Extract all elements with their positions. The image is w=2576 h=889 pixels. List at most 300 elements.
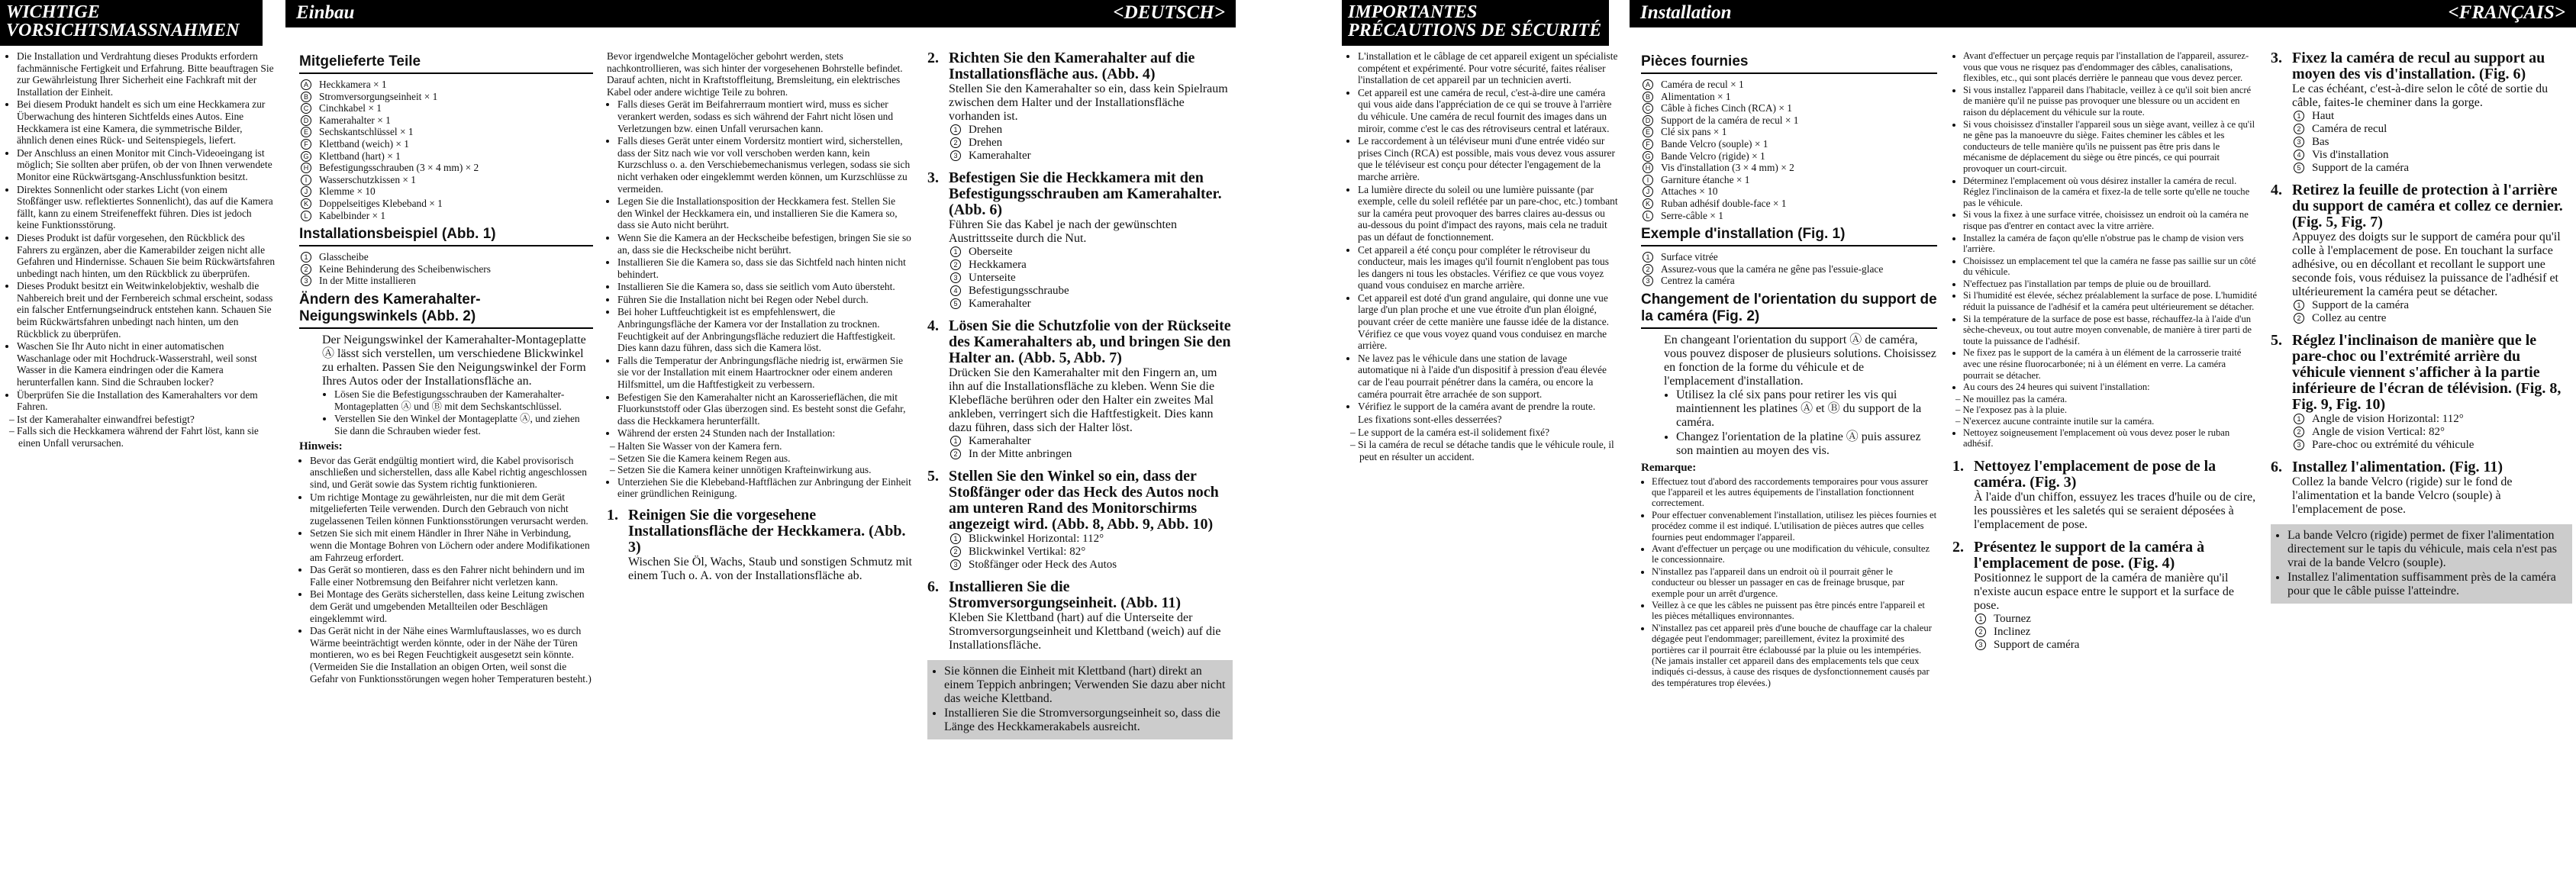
fr-steps-b.1.items-item	[2297, 299, 2572, 312]
item-text: Garniture étanche × 1	[1661, 173, 1750, 185]
item-text: In der Mitte anbringen	[969, 448, 1072, 460]
step-title: Lösen Sie die Schutzfolie von der Rückseite des Kamerahalters ab, und bringen Sie den Halter an. (Abb. 5, Abb. 7)	[949, 317, 1231, 366]
de-col-1	[6, 50, 275, 449]
item-text: Bande Velcro (souple) × 1	[1661, 137, 1768, 150]
fr-hints-a-item: • N'installez pas l'appareil dans un endroit où il pourrait gêner le conducteur ou blesser un passager en cas de freinage brusque, par exemple pour un arrêt d'urgence.	[1652, 566, 1937, 599]
de-warning-dash-list	[6, 414, 275, 449]
circled-marker: G	[1643, 151, 1653, 162]
de-parts-item	[303, 126, 593, 138]
step-number: 1.	[607, 506, 618, 523]
item-text: Attaches × 10	[1661, 185, 1718, 198]
fr-parts-item	[1645, 79, 1937, 91]
step-number: 3.	[2271, 50, 2282, 66]
item-text: Klettband (weich) × 1	[319, 137, 409, 150]
circled-marker: 2	[2294, 124, 2304, 134]
item-text: Stoßfänger oder Heck des Autos	[969, 559, 1117, 571]
step-body: Collez la bande Velcro (rigide) sur le fond de l'alimentation et la bande Velcro (souple) à l'emplacement de pose.	[2292, 475, 2513, 516]
de-steps.1.items-item	[953, 137, 1233, 150]
step-title: Reinigen Sie die vorgesehene Installationsfläche der Heckkamera. (Abb. 3)	[628, 506, 906, 556]
item-text: Caméra de recul	[2312, 123, 2387, 135]
fr-parts-item	[1645, 102, 1937, 114]
fr-hints-b-item: • Installez la caméra de façon qu'elle n'obstrue pas le champ de vision vers l'arrière.	[1963, 233, 2258, 255]
item-text: Bas	[2312, 136, 2329, 148]
circled-marker: I	[1643, 175, 1653, 185]
de-hint-title: Hinweis:	[299, 440, 343, 453]
de-steps.3.items-item	[953, 435, 1233, 448]
circled-marker: 2	[1643, 264, 1653, 275]
fr-col-1	[1347, 50, 1618, 462]
de-steps.4.items-item	[953, 533, 1233, 546]
fr-steps-b.2.items-item	[2297, 413, 2572, 426]
circled-marker: B	[1643, 92, 1653, 102]
de-steps.2.items-item	[953, 272, 1233, 285]
fr-example-item	[1646, 263, 1937, 275]
circled-marker: F	[1643, 139, 1653, 150]
fr-col-4	[2271, 50, 2572, 604]
fr-hints-b-item: • Déterminez l'emplacement où vous désirez installer la caméra de recul. Réglez l'inclinaison de la caméra et fixez-la de telle sorte qu'elle ne touche pas le véhicule.	[1963, 176, 2258, 209]
item-text: Doppelseitiges Klebeband × 1	[319, 197, 443, 209]
de-hints-b-item: • Bei hoher Luftfeuchtigkeit ist es empfehlenswert, die Anbringungsfläche der Kamera vor der Installation zu trocknen. Feuchtigkeit auf der Anbringungsfläche reduziert die Haftfestigkeit. Dies kann dazu führen, dass sich die Kamera löst.	[617, 306, 912, 353]
item-text: Inclinez	[1994, 625, 2031, 638]
fr-parts-item	[1645, 114, 1937, 127]
item-text: Collez au centre	[2312, 312, 2387, 324]
fr-hint-title: Remarque:	[1641, 461, 1697, 474]
item-text: Kabelbinder × 1	[319, 209, 386, 221]
install-step	[607, 507, 912, 583]
de-hints-b-item: • Wenn Sie die Kamera an der Heckscheibe befestigen, bringen Sie sie so an, dass sie die Heckscheibe nicht berührt.	[617, 232, 912, 256]
item-text: Support de caméra	[1994, 638, 2080, 651]
item-text: Oberseite	[969, 246, 1013, 258]
fr-hint-last	[1952, 427, 2258, 449]
de-hints-b-item: • Falls dieses Gerät im Beifahrerraum montiert wird, muss es sicher verankert werden, sodass es sich während der Fahrt nicht lösen und Verletzungen bzw. einen Unfall verursachen kann.	[617, 98, 912, 134]
circled-marker: I	[301, 175, 311, 185]
de-hints-b-dash-item: – Setzen Sie die Kamera keiner unnötigen Krafteinwirkung aus.	[619, 464, 912, 476]
fr-col1-item: • Cet appareil est doté d'un grand angulaire, qui donne une vue large d'un plan proche et une vue étroite d'un plan éloigné, pouvant créer de cette manière une fausse idée de la distance. Vérifiez ce que vous voyez quand vous conduisez en marche arrière.	[1358, 292, 1618, 352]
step-title: Installez l'alimentation. (Fig. 11)	[2292, 459, 2503, 475]
de-parts-item	[303, 102, 593, 114]
de-steps-a	[607, 507, 912, 583]
de-col-3	[607, 50, 912, 591]
circled-marker: 3	[1975, 639, 1986, 650]
de-hints-a-item: • Das Gerät so montieren, dass es den Fahrer nicht behindern und im Falle einer Notbremsung den Beifahrer nicht verletzen kann.	[310, 564, 593, 588]
item-text: Haut	[2312, 110, 2335, 122]
fr-steps-b.1.items-item	[2297, 312, 2572, 325]
circled-marker: J	[1643, 186, 1653, 197]
circled-marker: 1	[2294, 300, 2304, 311]
fr-gray-item: • La bande Velcro (rigide) permet de fixer l'alimentation directement sur le tapis du véhicule, mais cela n'est pas vrai de la bande Velcro (souple).	[2287, 529, 2566, 570]
item-text: Support de la caméra	[2312, 162, 2410, 174]
fr-hints-b-item: • Ne fixez pas le support de la caméra à un élément de la carrosserie traité avec une résine fluorocarbonée; ni à un élément en verre. La caméra pourrait se détacher.	[1963, 347, 2258, 381]
step-items	[949, 124, 1233, 163]
fr-hint-dash-list	[1952, 394, 2258, 427]
de-hints-b-item: • Installieren Sie die Kamera so, dass sie das Sichtfeld nach hinten nicht behindert.	[617, 256, 912, 280]
de-steps.2.items-item	[953, 285, 1233, 298]
fr-hints-a-item: • Avant d'effectuer un perçage ou une modification du véhicule, consultez le concessionnaire.	[1652, 543, 1937, 565]
de-col1-item: • Die Installation und Verdrahtung dieses Produkts erfordern fachmännische Fertigkeit und Erfahrung. Bitte beauftragen Sie zur Gewährleistung Ihrer Sicherheit eine Fachkraft mit der Installation der Einheit.	[17, 50, 275, 98]
circled-marker: L	[301, 211, 311, 221]
fr-warning-title: IMPORTANTES PRÉCAUTIONS DE SÉCURITÉ	[1342, 0, 1609, 46]
de-col1-item: • Dieses Produkt ist dafür vorgesehen, den Rückblick des Fahrers zu ergänzen, aber die Kamerabilder zeigen nicht alle Gefahren und Hindernisse. Schauen Sie beim Rückwärtsfahren unbedingt nach hinten, um den Rückblick zu überprüfen.	[17, 232, 275, 279]
item-text: Wasserschutzkissen × 1	[319, 173, 416, 185]
circled-marker: D	[1643, 115, 1653, 126]
step-title: Stellen Sie den Winkel so ein, dass der Stoßfänger oder das Heck des Autos noch am unteren Rand des Monitorschirms angezeigt wird. (Abb. 8, Abb. 9, Abb. 10)	[949, 468, 1219, 533]
item-text: Blickwinkel Horizontal: 112°	[969, 533, 1104, 545]
circled-marker: 5	[950, 298, 961, 309]
fr-steps-b.2.items-item	[2297, 439, 2572, 452]
step-body: Appuyez des doigts sur le support de caméra pour qu'il colle à l'emplacement de pose. En touchant la surface adhésive, ou en décollant et recollant le support une seconde fois, vous réduisez la puissance de l'adhésif et ultérieurement la caméra peut se détacher.	[2292, 230, 2561, 298]
de-header-left: Einbau	[296, 2, 355, 23]
fr-parts-item	[1646, 185, 1937, 198]
fr-example-title: Exemple d'installation (Fig. 1)	[1641, 226, 1937, 246]
item-text: Keine Behinderung des Scheibenwischers	[319, 263, 491, 275]
item-text: Alimentation × 1	[1661, 90, 1731, 102]
fr-col1-item: • Ne lavez pas le véhicule dans une station de lavage automatique ni à l'aide d'un dispositif à pression d'eau élevée car de l'eau pourrait pénétrer dans la caméra, ou encore la caméra pourrait être arrachée de son support.	[1358, 353, 1618, 400]
circled-marker: 3	[1643, 275, 1653, 286]
item-text: Ruban adhésif double-face × 1	[1661, 197, 1787, 209]
step-number: 4.	[927, 317, 939, 334]
fr-hints-b-item: • N'effectuez pas l'installation par temps de pluie ou de brouillard.	[1963, 279, 2258, 290]
de-example-item	[304, 251, 593, 263]
fr-parts-item	[1645, 197, 1937, 210]
fr-header-left: Installation	[1640, 2, 1732, 23]
item-text: Centrez la caméra	[1661, 275, 1735, 287]
fr-angle-bullets-item: • Changez l'orientation de la platine Ⓐ puis assurez son maintien au moyen des vis.	[1676, 430, 1937, 458]
fr-parts-item	[1646, 137, 1937, 150]
de-header-right: <DEUTSCH>	[1113, 2, 1225, 23]
step-number: 4.	[2271, 182, 2282, 198]
circled-marker: A	[1643, 79, 1653, 90]
fr-hints-b-item: • Si vous choisissez d'installer l'appareil sous un siège avant, veillez à ce qu'il ne gêne pas la manoeuvre du siège. Faites cheminer les câbles et les conducteurs de telle manière qu'ils ne puissent pas être pris dans le mécanisme de déplacement du siège ou être pincés, ce qui pourrait provoquer un court-circuit.	[1963, 119, 2258, 175]
de-hints-a-item: • Bevor das Gerät endgültig montiert wird, die Kabel provisorisch anschließen und sicherstellen, dass alle Kabel richtig angeschlossen sind, und Gerät sowie das System richtig funktionieren.	[310, 455, 593, 491]
fr-col1-item: • Cet appareil a été conçu pour compléter le rétroviseur du conducteur, mais les images qu'il fournit n'englobent pas tous les dangers ni tous les obstacles. Vérifiez ce que vous voyez quand vous conduisez en marche arrière.	[1358, 244, 1618, 292]
install-step	[2271, 50, 2572, 175]
item-text: Caméra de recul × 1	[1661, 79, 1744, 90]
de-angle-bullets	[299, 388, 593, 436]
step-body: Wischen Sie Öl, Wachs, Staub und sonstigen Schmutz mit einem Tuch o. A. von der Installationsfläche ab.	[628, 555, 912, 582]
de-parts-item	[303, 197, 593, 210]
circled-marker: C	[1643, 103, 1653, 114]
step-body: Le cas échéant, c'est-à-dire selon le côté de sortie du câble, faites-le cheminer dans la gorge.	[2292, 82, 2549, 109]
circled-marker: 2	[1975, 626, 1986, 637]
item-text: Pare-choc ou extrémité du véhicule	[2312, 439, 2474, 451]
item-text: Kamerahalter	[969, 298, 1031, 310]
step-body: À l'aide d'un chiffon, essuyez les traces d'huile ou de cire, les poussières et les saletés qui se seraient déposées à l'emplacement de pose.	[1974, 490, 2256, 531]
de-hints-b-item: Bevor irgendwelche Montagelöcher gebohrt werden, stets nachkontrollieren, was sich hinter der vorgesehenen Bohrstelle befindet. Darauf achten, nicht in Kraftstoffleitung, Bremsleitung, ein elektrisches Kabel oder andere wichtige Teile zu bohren.	[607, 50, 903, 98]
de-parts-item	[304, 137, 593, 150]
circled-marker: 2	[950, 449, 961, 459]
de-steps-b	[927, 50, 1233, 652]
fr-hint-list-a	[1641, 476, 1937, 689]
fr-steps-a	[1952, 459, 2258, 652]
fr-parts-item	[1646, 173, 1937, 186]
de-parts-item	[303, 162, 593, 174]
fr-parts-item	[1645, 162, 1937, 174]
fr-hint-list-b	[1952, 50, 2258, 393]
fr-angle-title: Changement de l'orientation du support de la caméra (Fig. 2)	[1641, 292, 1937, 329]
de-parts-item	[303, 90, 593, 103]
fr-parts-item	[1645, 150, 1937, 163]
circled-marker: 4	[950, 285, 961, 296]
de-example-item	[304, 275, 593, 287]
de-hints-b-dash-item: – Halten Sie Wasser von der Kamera fern.	[619, 440, 912, 453]
fr-steps-b.0.items-item	[2297, 162, 2572, 175]
de-hints-b-item: • Befestigen Sie den Kamerahalter nicht an Karosserieflächen, die mit Fluorkunststoff oder Glas überzogen sind. Es besteht sonst die Gefahr, dass die Heckkamera herunterfällt.	[617, 391, 912, 427]
de-steps.2.items-item	[953, 259, 1233, 272]
fr-hint-last-item: • Nettoyez soigneusement l'emplacement où vous devez poser le ruban adhésif.	[1963, 427, 2258, 449]
circled-marker: H	[301, 163, 311, 173]
step-body: Stellen Sie den Kamerahalter so ein, dass kein Spielraum zwischen dem Halter und der Installationsfläche vorhanden ist.	[949, 82, 1228, 123]
circled-marker: 3	[950, 559, 961, 570]
step-number: 6.	[2271, 459, 2282, 475]
fr-hints-b-item: • Au cours des 24 heures qui suivent l'installation:	[1963, 382, 2258, 393]
de-parts-item	[303, 114, 593, 127]
de-hints-b-item: • Falls die Temperatur der Anbringungsfläche niedrig ist, erwärmen Sie sie vor der Installation mit einem Haartrockner oder einem anderen Hilfsmittel, um die Haftfestigkeit zu verbessern.	[617, 355, 912, 391]
circled-marker: D	[301, 115, 311, 126]
circled-marker: 2	[950, 137, 961, 148]
step-number: 3.	[927, 169, 939, 186]
de-steps.4.items-item	[953, 546, 1233, 559]
de-example-list	[299, 251, 593, 287]
fr-steps-b.0.items-item	[2297, 110, 2572, 123]
item-text: Bande Velcro (rigide) × 1	[1661, 150, 1765, 162]
fr-hints-b-item: • Avant d'effectuer un perçage requis par l'installation de l'appareil, assurez-vous que vous ne risquez pas d'endommager des câbles, canalisations, flexibles, etc., qui sont placés derrière le panneau que vous devez percer.	[1963, 50, 2258, 84]
install-step	[2271, 459, 2572, 517]
install-step	[927, 469, 1233, 572]
item-text: Support de la caméra	[2312, 299, 2410, 311]
de-gray-list	[933, 665, 1227, 734]
item-text: Kamerahalter × 1	[319, 114, 391, 126]
de-col1-dash-item: – Ist der Kamerahalter einwandfrei befestigt?	[18, 414, 275, 426]
item-text: Tournez	[1994, 612, 2031, 625]
item-text: Drehen	[969, 137, 1003, 149]
install-step	[927, 579, 1233, 652]
de-warning-title: WICHTIGE VORSICHTSMASSNAHMEN	[0, 0, 263, 46]
fr-hints-a-item: • Pour effectuer convenablement l'installation, utilisez les pièces fournies et procédez comme il est indiqué. L'utilisation de pièces autres que celles fournies peut endommager l'appareil.	[1652, 510, 1937, 543]
item-text: Vis d'installation	[2312, 149, 2389, 161]
de-hints-a-item: • Um richtige Montage zu gewährleisten, nur die mit dem Gerät mitgelieferten Teile verwenden. Durch den Gebrauch von nicht zugelassenen Teilen können Funktionsstörungen verursacht werden.	[310, 491, 593, 527]
circled-marker: 3	[2294, 137, 2304, 147]
fr-steps-a.1.items-item	[1978, 625, 2258, 639]
step-number: 2.	[1952, 538, 1964, 556]
de-col1-item: • Der Anschluss an einen Monitor mit Cinch-Videoeingang ist möglich; Sie sollten aber prüfen, ob der von Ihnen verwendete Monitor eine Rückwärtsgang-Anschlussfunktion besitzt.	[17, 147, 275, 183]
fr-steps-b.0.items-item	[2297, 136, 2572, 149]
de-gray-item: • Installieren Sie die Stromversorgungseinheit so, dass die Länge des Heckkamerakabels ausreicht.	[944, 707, 1227, 734]
item-text: Support de la caméra de recul × 1	[1661, 114, 1799, 126]
de-hints-a-item: • Setzen Sie sich mit einem Händler in Ihrer Nähe in Verbindung, wenn die Montage Bohren von Löchern oder andere Modifikationen am Fahrzeug erfordert.	[310, 527, 593, 563]
item-text: Surface vitrée	[1661, 251, 1718, 263]
de-steps.1.items-item	[953, 150, 1233, 163]
de-parts-item	[304, 209, 593, 222]
de-example-item	[304, 263, 593, 275]
fr-parts-title: Pièces fournies	[1641, 53, 1937, 74]
item-text: Heckkamera × 1	[319, 79, 387, 90]
install-step	[1952, 540, 2258, 652]
item-text: Drehen	[969, 124, 1003, 136]
fr-hints-b-dash-item: – Ne l'exposez pas à la pluie.	[1965, 404, 2258, 416]
fr-parts-item	[1646, 209, 1937, 222]
de-hints-b-item: • Falls dieses Gerät unter einem Vordersitz montiert wird, sicherstellen, dass der Sitz nach wie vor voll verschoben werden kann, kein Kurzschluss o. a. den Verschiebemechanismus verlegen, sodass sie sich nicht verhaken oder eingeklemmt werden können, um Kurzschlüsse zu vermeiden.	[617, 135, 912, 195]
circled-marker: 2	[301, 264, 311, 275]
fr-col-3	[1952, 50, 2258, 659]
fr-angle-bullets	[1641, 388, 1937, 458]
fr-steps-b.2.items-item	[2297, 426, 2572, 439]
item-text: Clé six pans × 1	[1661, 126, 1727, 138]
circled-marker: C	[301, 103, 311, 114]
circled-marker: 1	[1643, 252, 1653, 263]
item-text: Befestigungsschrauben (3 × 4 mm) × 2	[319, 162, 479, 174]
item-text: Sechskantschlüssel × 1	[319, 126, 414, 138]
fr-warning-list	[1347, 50, 1618, 413]
step-title: Fixez la caméra de recul au support au moyen des vis d'installation. (Fig. 6)	[2292, 50, 2545, 82]
fr-parts-item	[1645, 90, 1937, 103]
fr-steps-a.1.items-item	[1978, 612, 2258, 626]
fr-hints-a-item: • Veillez à ce que les câbles ne puissent pas être pincés entre l'appareil et les pièces métalliques environnantes.	[1652, 600, 1937, 622]
step-items	[949, 246, 1233, 311]
item-text: Assurez-vous que la caméra ne gêne pas l'essuie-glace	[1661, 263, 1884, 275]
fr-steps-b	[2271, 50, 2572, 517]
de-example-title: Installationsbeispiel (Abb. 1)	[299, 226, 593, 246]
item-text: Befestigungsschraube	[969, 285, 1069, 297]
install-step	[927, 170, 1233, 311]
de-angle-bullets-item: • Lösen Sie die Befestigungsschrauben der Kamerahalter-Montageplatten Ⓐ und Ⓑ mit dem Sechskantschlüssel.	[334, 388, 593, 412]
step-number: 5.	[927, 468, 939, 485]
de-angle-text: Der Neigungswinkel der Kamerahalter-Montageplatte Ⓐ lässt sich verstellen, um verschiedene Blickwinkel zu erhalten. Passen Sie den Neigungswinkel der Form Ihres Autos oder der Installationsfläche an.	[322, 333, 586, 388]
de-steps.2.items-item	[953, 298, 1233, 311]
install-step	[2271, 333, 2572, 452]
de-angle-title: Ändern des Kamerahalter-Neigungswinkels (Abb. 2)	[299, 292, 593, 329]
circled-marker: 3	[2294, 440, 2304, 450]
step-number: 6.	[927, 578, 939, 595]
de-hints-b-item: • Während der ersten 24 Stunden nach der Installation:	[617, 427, 912, 440]
install-step	[927, 50, 1233, 163]
fr-steps-b.0.items-item	[2297, 123, 2572, 136]
install-step	[2271, 182, 2572, 325]
fr-col1-item: • Le raccordement à un téléviseur muni d'une entrée vidéo sur prises Cinch (RCA) est possible, mais vous devez vous assurer que le téléviseur est conçu pour détecter l'engagement de la marche arrière.	[1358, 135, 1618, 182]
step-title: Nettoyez l'emplacement de pose de la caméra. (Fig. 3)	[1974, 457, 2217, 491]
step-items	[949, 533, 1233, 572]
circled-marker: B	[301, 92, 311, 102]
fr-example-list	[1641, 251, 1937, 287]
circled-marker: 4	[2294, 150, 2304, 160]
step-items	[1974, 613, 2258, 652]
de-warning-list	[6, 50, 275, 413]
fr-warning-note: Les fixations sont-elles desserrées?	[1358, 413, 1502, 425]
item-text: Câble à fiches Cinch (RCA) × 1	[1661, 102, 1792, 114]
circled-marker: G	[301, 151, 311, 162]
fr-header-bar	[1630, 0, 2576, 27]
circled-marker: H	[1643, 163, 1653, 173]
de-angle-bullets-item: • Verstellen Sie den Winkel der Montageplatte Ⓐ, und ziehen Sie dann die Schrauben wieder fest.	[334, 413, 593, 436]
fr-angle-text: En changeant l'orientation du support Ⓐ de caméra, vous pouvez disposer de plusieurs solutions. Choisissez en fonction de la forme du véhicule et de l'emplacement d'installation.	[1664, 333, 1936, 388]
de-col1-item: • Dieses Produkt besitzt ein Weitwinkelobjektiv, weshalb die Nahbereich breit und der Fernbereich schmal erscheint, sodass ein falscher Entfernungseindruck entstehen kann. Schauen Sie beim Rückwärtsfahren unbedingt nach hinten, um den Rückblick zu überprüfen.	[17, 280, 275, 340]
de-col1-item: • Direktes Sonnenlicht oder starkes Licht (von einem Stoßfänger usw. reflektiertes Sonnenlicht), das auf die Kamera fällt, kann zu einem Streifeneffekt führen. Dies ist jedoch keine Funktionsstörung.	[17, 184, 275, 231]
step-body: Drücken Sie den Kamerahalter mit den Fingern an, um ihn auf die Installationsfläche zu kleben. Wenn Sie die Klebefläche berühren oder den Halter ein zweites Mal ankleben, verringert sich die Haftfestigkeit. Dies kann dazu führen, dass sich der Halter löst.	[949, 366, 1217, 434]
fr-hints-b-item: • Si vous la fixez à une surface vitrée, choisissez un endroit où la caméra ne risque pas d'entrer en contact avec la vitre arrière.	[1963, 209, 2258, 231]
fr-example-item	[1646, 275, 1937, 287]
step-items	[2292, 413, 2572, 452]
de-col1-item: • Bei diesem Produkt handelt es sich um eine Heckkamera zur Überwachung des hinteren Sichtfelds eines Autos. Eine Heckkamera ist eine Kamera, die symmetrische Bilder, ähnlich denen eines Rück- und Seitenspiegels, liefert.	[17, 98, 275, 146]
de-hints-b-item: • Legen Sie die Installationsposition der Heckkamera fest. Stellen Sie den Winkel der Heckkamera ein, und installieren Sie die Kamera so, dass sie Auto nicht berührt.	[617, 195, 912, 231]
de-steps.2.items-item	[953, 246, 1233, 259]
step-title: Réglez l'inclinaison de manière que le pare-choc ou l'extrémité arrière du véhicule viennent s'afficher à la partie inférieure de l'écran de télévision. (Fig. 8, Fig. 9, Fig. 10)	[2292, 332, 2561, 413]
fr-col1-item: • Cet appareil est une caméra de recul, c'est-à-dire une caméra qui vous aide dans l'appréciation de ce qui se trouve à l'arrière du véhicule. Une caméra de recul fournit des images dans un miroir, comme c'est le cas des rétroviseurs central et latéraux.	[1358, 87, 1618, 134]
fr-hints-b-dash-item: – Ne mouillez pas la caméra.	[1965, 394, 2258, 405]
item-text: Unterseite	[969, 272, 1016, 284]
circled-marker: J	[301, 186, 311, 197]
de-hints-a-item: • Das Gerät nicht in der Nähe eines Warmluftauslasses, wo es durch Wärme beeinträchtigt werden könnte, oder in der Nähe der Türen montieren, wo es bei Regen Feuchtigkeit ausgesetzt sein könnte. (Vermeiden Sie die Installation an obigen Orten, weil sonst die Gefahr von Funktionsstörungen wegen hoher Temperaturen besteht.)	[310, 625, 593, 684]
fr-gray-list	[2277, 529, 2566, 598]
de-hint-dash-list	[607, 440, 912, 476]
install-step	[1952, 459, 2258, 532]
circled-marker: E	[1643, 127, 1653, 137]
item-text: Vis d'installation (3 × 4 mm) × 2	[1661, 162, 1794, 174]
fr-hints-b-item: • Si vous installez l'appareil dans l'habitacle, veillez à ce qu'il soit bien ancré de manière qu'il ne puisse pas provoquer une blessure ou un accident en raison du déplacement du véhicule sur la route.	[1963, 85, 2258, 118]
de-parts-title: Mitgelieferte Teile	[299, 53, 593, 74]
item-text: Klemme × 10	[319, 185, 376, 198]
de-parts-item	[305, 173, 593, 186]
de-col1-dash-item: – Falls sich die Heckkamera während der Fahrt löst, kann sie einen Unfall verursachen.	[18, 425, 275, 449]
circled-marker: F	[301, 139, 311, 150]
step-title: Richten Sie den Kamerahalter auf die Installationsfläche aus. (Abb. 4)	[949, 50, 1195, 82]
de-hints-b-dash-item: – Setzen Sie die Kamera keinem Regen aus.	[619, 453, 912, 465]
de-steps.1.items-item	[953, 124, 1233, 137]
step-title: Befestigen Sie die Heckkamera mit den Befestigungsschrauben am Kamerahalter. (Abb. 6)	[949, 169, 1222, 218]
step-title: Présentez le support de la caméra à l'emplacement de pose. (Fig. 4)	[1974, 538, 2205, 572]
step-number: 5.	[2271, 332, 2282, 349]
fr-col1-item: • La lumière directe du soleil ou une lumière puissante (par exemple, celle du soleil reflétée par un pare-choc, etc.) tombant sur la caméra peut provoquer des barres claires au-dessus ou au-dessous du point d'impact des rayons, mais cela ne traduit pas un défaut de fonctionnement.	[1358, 184, 1618, 243]
fr-hints-b-item: • Si la température de la surface de pose est basse, réchauffez-la à l'aide d'un sèche-cheveux, ou tout autre moyen convenable, de manière à tirer parti de toute la puissance de l'adhésif.	[1963, 314, 2258, 347]
circled-marker: 1	[950, 124, 961, 135]
item-text: Angle de vision Horizontal: 112°	[2312, 413, 2464, 425]
circled-marker: 5	[2294, 163, 2304, 173]
item-text: Blickwinkel Vertikal: 82°	[969, 546, 1086, 558]
de-col-2	[299, 50, 593, 685]
de-hint-last	[607, 476, 912, 500]
step-items	[949, 435, 1233, 461]
circled-marker: 1	[950, 436, 961, 446]
circled-marker: K	[301, 198, 311, 209]
de-hints-a-item: • Bei Montage des Geräts sicherstellen, dass keine Leitung zwischen dem Gerät und umgebenden Metallteilen oder Beschlägen eingeklemmt wird.	[310, 588, 593, 624]
fr-col1-item: • Vérifiez le support de la caméra avant de prendre la route.	[1358, 401, 1618, 413]
step-body: Positionnez le support de la caméra de manière qu'il n'existe aucun espace entre le support et la surface de pose.	[1974, 571, 2234, 612]
circled-marker: 3	[950, 272, 961, 283]
fr-angle-bullets-item: • Utilisez la clé six pans pour retirer les vis qui maintiennent les platines Ⓐ et Ⓑ du support de la caméra.	[1676, 388, 1937, 430]
step-number: 1.	[1952, 457, 1964, 475]
circled-marker: L	[1643, 211, 1653, 221]
de-parts-item	[304, 185, 593, 198]
de-hints-b-item: • Führen Sie die Installation nicht bei Regen oder Nebel durch.	[617, 294, 912, 306]
step-body: Führen Sie das Kabel je nach der gewünschten Austrittsseite durch die Nut.	[949, 218, 1178, 245]
circled-marker: 1	[2294, 111, 2304, 121]
de-steps.4.items-item	[953, 559, 1233, 572]
item-text: Serre-câble × 1	[1661, 209, 1723, 221]
fr-col-2	[1641, 50, 1937, 689]
de-parts-item	[303, 150, 593, 163]
step-number: 2.	[927, 50, 939, 66]
circled-marker: 1	[950, 533, 961, 544]
circled-marker: 2	[2294, 313, 2304, 324]
fr-header-right: <FRANÇAIS>	[2448, 2, 2565, 23]
fr-gray-box	[2271, 524, 2572, 604]
step-items	[2292, 110, 2572, 175]
fr-steps-b.0.items-item	[2297, 149, 2572, 162]
de-gray-item: • Sie können die Einheit mit Klettband (hart) direkt an einem Teppich anbringen; Verwenden Sie dazu aber nicht das weiche Klettband.	[944, 665, 1227, 706]
circled-marker: 1	[1975, 614, 1986, 624]
fr-parts-list	[1641, 79, 1937, 221]
step-title: Retirez la feuille de protection à l'arrière du support de caméra et collez ce dernier. (Fig. 5, Fig. 7)	[2292, 182, 2563, 230]
fr-hints-b-dash-item: – N'exercez aucune contrainte inutile sur la caméra.	[1965, 416, 2258, 427]
item-text: Klettband (hart) × 1	[319, 150, 401, 162]
